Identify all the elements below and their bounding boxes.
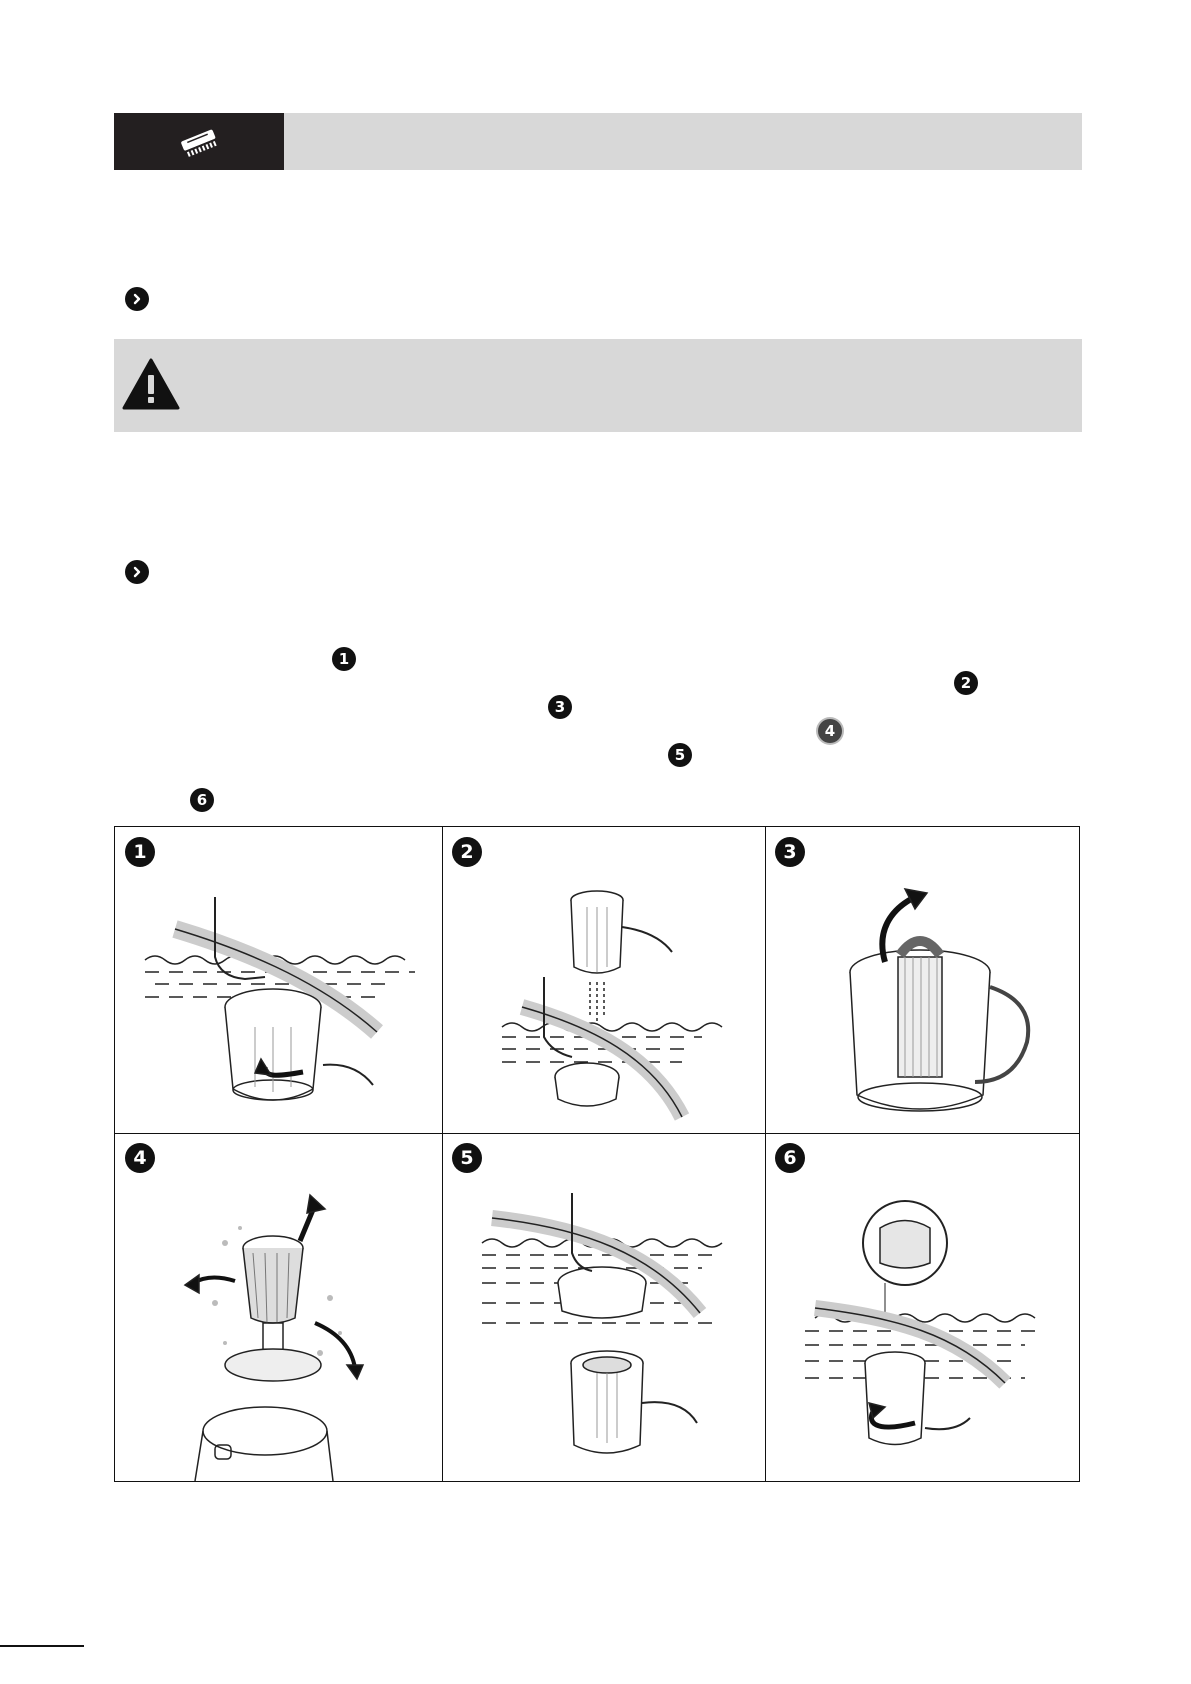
step-marker-4: 4 — [818, 719, 842, 743]
step-panel-4 — [115, 1133, 442, 1481]
step-panel-1 — [115, 827, 442, 1133]
step-3-illustration — [765, 827, 1079, 1133]
step-marker-5: 5 — [668, 743, 692, 767]
step-marker-6: 6 — [190, 788, 214, 812]
step-panel-6 — [765, 1133, 1079, 1481]
step-panel-2 — [442, 827, 765, 1133]
step-panel-number: 2 — [452, 837, 482, 867]
step-panel-5 — [442, 1133, 765, 1481]
chevron-right-icon — [125, 560, 149, 584]
section-header-icon-block — [114, 113, 284, 170]
step-panel-number: 6 — [775, 1143, 805, 1173]
step-4-illustration — [115, 1133, 442, 1481]
step-panel-number: 1 — [125, 837, 155, 867]
step-marker-2: 2 — [954, 671, 978, 695]
step-1-illustration — [115, 827, 442, 1133]
brush-icon — [176, 126, 222, 158]
warning-triangle-icon — [122, 357, 180, 411]
step-5-illustration — [442, 1133, 765, 1481]
section-header-bar — [114, 113, 1082, 170]
footer-rule — [0, 1645, 84, 1647]
step-6-illustration — [765, 1133, 1079, 1481]
step-marker-1: 1 — [332, 647, 356, 671]
step-panel-number: 4 — [125, 1143, 155, 1173]
step-panel-3 — [765, 827, 1079, 1133]
step-2-illustration — [442, 827, 765, 1133]
step-panel-number: 3 — [775, 837, 805, 867]
illustration-grid — [114, 826, 1080, 1482]
warning-box — [114, 339, 1082, 432]
chevron-right-icon — [125, 287, 149, 311]
step-marker-3: 3 — [548, 695, 572, 719]
step-panel-number: 5 — [452, 1143, 482, 1173]
